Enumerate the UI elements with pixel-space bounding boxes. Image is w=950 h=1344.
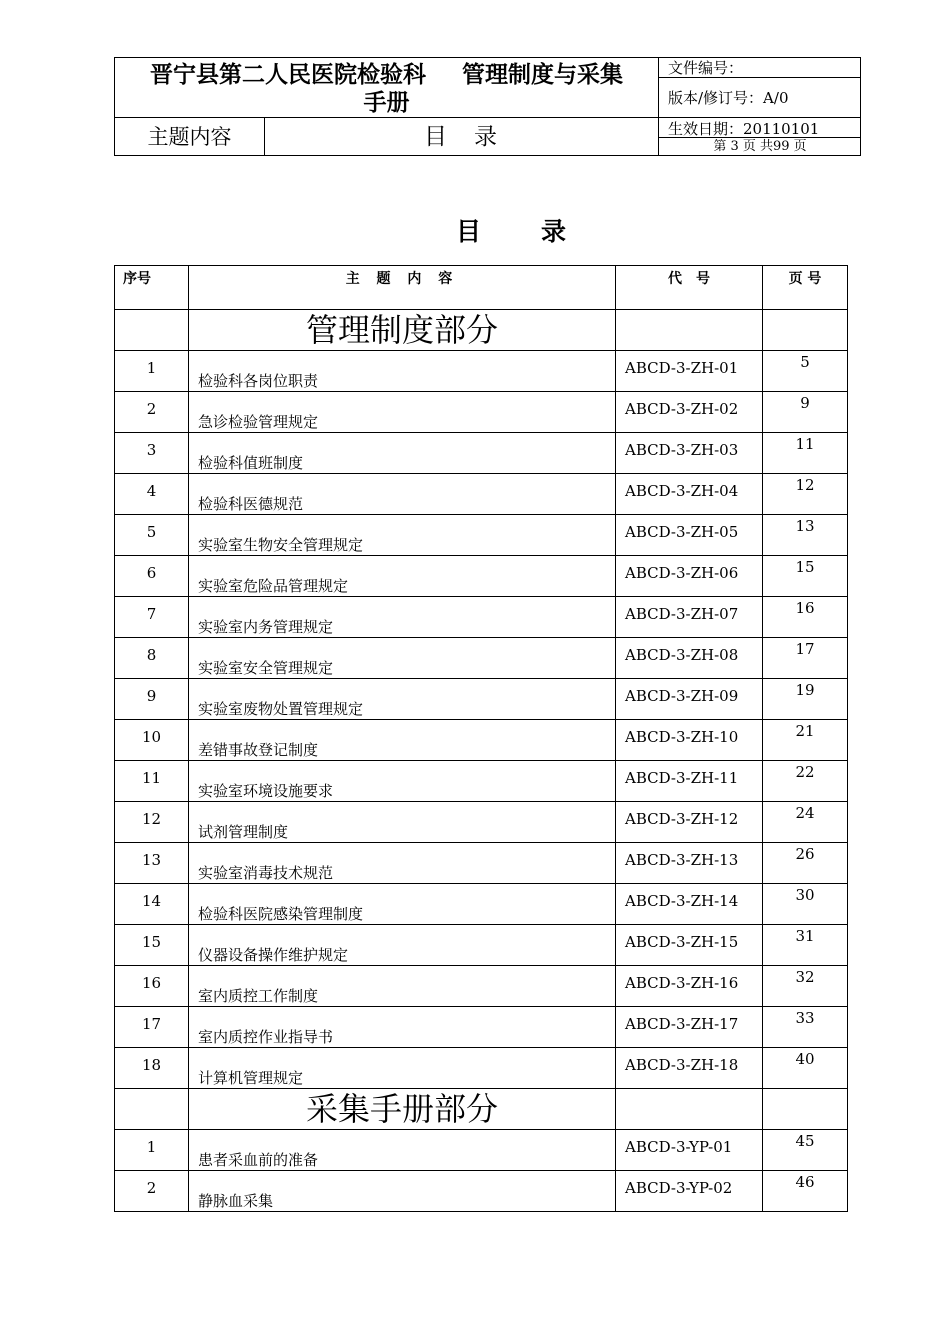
effective-date: 生效日期：20110101 bbox=[659, 118, 861, 138]
row-code: ABCD-3-ZH-03 bbox=[616, 433, 763, 474]
row-code: ABCD-3-ZH-17 bbox=[616, 1007, 763, 1048]
section-title: 管理制度部分 bbox=[189, 310, 616, 351]
row-page: 33 bbox=[763, 1007, 848, 1048]
table-row bbox=[115, 679, 848, 720]
section-row bbox=[115, 310, 848, 351]
header-title-left: 晋宁县第二人民医院检验科 bbox=[150, 62, 426, 88]
empty-cell bbox=[115, 310, 189, 351]
row-code: ABCD-3-ZH-15 bbox=[616, 925, 763, 966]
empty-cell bbox=[115, 1089, 189, 1130]
page-title bbox=[0, 212, 950, 248]
row-number: 12 bbox=[115, 802, 189, 843]
row-code: ABCD-3-ZH-11 bbox=[616, 761, 763, 802]
page-title-right: 录 bbox=[541, 217, 567, 246]
row-code: ABCD-3-ZH-06 bbox=[616, 556, 763, 597]
row-subject: 检验科医德规范 bbox=[189, 474, 616, 515]
header-title-line2: 手册 bbox=[363, 90, 410, 116]
row-code: ABCD-3-ZH-07 bbox=[616, 597, 763, 638]
row-code: ABCD-3-YP-01 bbox=[616, 1130, 763, 1171]
row-number: 1 bbox=[115, 1130, 189, 1171]
row-page: 40 bbox=[763, 1048, 848, 1089]
table-row bbox=[115, 720, 848, 761]
row-page: 16 bbox=[763, 597, 848, 638]
row-number: 17 bbox=[115, 1007, 189, 1048]
row-number: 1 bbox=[115, 351, 189, 392]
toc-header-row bbox=[115, 266, 848, 310]
row-code: ABCD-3-ZH-18 bbox=[616, 1048, 763, 1089]
row-subject: 仪器设备操作维护规定 bbox=[189, 925, 616, 966]
row-code: ABCD-3-ZH-13 bbox=[616, 843, 763, 884]
row-subject: 急诊检验管理规定 bbox=[189, 392, 616, 433]
row-number: 2 bbox=[115, 392, 189, 433]
section-title: 采集手册部分 bbox=[189, 1089, 616, 1130]
header-title-right: 管理制度与采集 bbox=[462, 62, 623, 88]
row-code: ABCD-3-ZH-02 bbox=[616, 392, 763, 433]
document-header bbox=[114, 57, 861, 156]
row-subject: 实验室废物处置管理规定 bbox=[189, 679, 616, 720]
page-info: 第 3 页 共99 页 bbox=[713, 139, 807, 154]
header-title bbox=[115, 58, 659, 118]
row-subject: 试剂管理制度 bbox=[189, 802, 616, 843]
row-code: ABCD-3-ZH-08 bbox=[616, 638, 763, 679]
table-row bbox=[115, 966, 848, 1007]
header-no: 序号 bbox=[115, 266, 189, 310]
table-row bbox=[115, 1171, 848, 1212]
table-row bbox=[115, 392, 848, 433]
table-row bbox=[115, 925, 848, 966]
row-number: 14 bbox=[115, 884, 189, 925]
row-number: 18 bbox=[115, 1048, 189, 1089]
header-code: 代 号 bbox=[616, 266, 763, 310]
file-number: 文件编号： bbox=[659, 58, 861, 78]
empty-cell bbox=[616, 1089, 763, 1130]
table-row bbox=[115, 761, 848, 802]
row-number: 13 bbox=[115, 843, 189, 884]
row-code: ABCD-3-ZH-10 bbox=[616, 720, 763, 761]
row-page: 13 bbox=[763, 515, 848, 556]
table-row bbox=[115, 515, 848, 556]
row-page: 26 bbox=[763, 843, 848, 884]
row-page: 19 bbox=[763, 679, 848, 720]
subject-label: 主题内容 bbox=[115, 118, 265, 156]
row-page: 31 bbox=[763, 925, 848, 966]
row-page: 5 bbox=[763, 351, 848, 392]
toc-table bbox=[114, 265, 848, 1212]
row-page: 12 bbox=[763, 474, 848, 515]
row-page: 24 bbox=[763, 802, 848, 843]
header-page: 页 号 bbox=[763, 266, 848, 310]
row-page: 9 bbox=[763, 392, 848, 433]
row-page: 45 bbox=[763, 1130, 848, 1171]
row-number: 8 bbox=[115, 638, 189, 679]
row-subject: 实验室安全管理规定 bbox=[189, 638, 616, 679]
row-subject: 患者采血前的准备 bbox=[189, 1130, 616, 1171]
row-code: ABCD-3-ZH-01 bbox=[616, 351, 763, 392]
toc-body bbox=[115, 310, 848, 1212]
table-row bbox=[115, 433, 848, 474]
row-code: ABCD-3-ZH-09 bbox=[616, 679, 763, 720]
table-row bbox=[115, 1130, 848, 1171]
row-page: 15 bbox=[763, 556, 848, 597]
row-number: 7 bbox=[115, 597, 189, 638]
row-page: 30 bbox=[763, 884, 848, 925]
row-page: 22 bbox=[763, 761, 848, 802]
empty-cell bbox=[616, 310, 763, 351]
row-subject: 计算机管理规定 bbox=[189, 1048, 616, 1089]
row-code: ABCD-3-ZH-14 bbox=[616, 884, 763, 925]
row-number: 10 bbox=[115, 720, 189, 761]
empty-cell bbox=[763, 310, 848, 351]
row-page: 32 bbox=[763, 966, 848, 1007]
row-code: ABCD-3-ZH-05 bbox=[616, 515, 763, 556]
row-number: 15 bbox=[115, 925, 189, 966]
row-number: 11 bbox=[115, 761, 189, 802]
empty-cell bbox=[763, 1089, 848, 1130]
table-row bbox=[115, 802, 848, 843]
version-number: 版本/修订号：A/0 bbox=[659, 78, 861, 118]
row-page: 21 bbox=[763, 720, 848, 761]
row-code: ABCD-3-ZH-12 bbox=[616, 802, 763, 843]
row-page: 17 bbox=[763, 638, 848, 679]
row-code: ABCD-3-ZH-16 bbox=[616, 966, 763, 1007]
table-row bbox=[115, 351, 848, 392]
row-number: 5 bbox=[115, 515, 189, 556]
row-page: 11 bbox=[763, 433, 848, 474]
row-subject: 检验科医院感染管理制度 bbox=[189, 884, 616, 925]
row-code: ABCD-3-ZH-04 bbox=[616, 474, 763, 515]
row-subject: 实验室内务管理规定 bbox=[189, 597, 616, 638]
row-subject: 差错事故登记制度 bbox=[189, 720, 616, 761]
table-row bbox=[115, 884, 848, 925]
header-subject: 主 题 内 容 bbox=[189, 266, 616, 310]
table-row bbox=[115, 1048, 848, 1089]
table-row bbox=[115, 843, 848, 884]
table-row bbox=[115, 474, 848, 515]
row-subject: 实验室生物安全管理规定 bbox=[189, 515, 616, 556]
row-subject: 实验室消毒技术规范 bbox=[189, 843, 616, 884]
row-number: 9 bbox=[115, 679, 189, 720]
row-number: 3 bbox=[115, 433, 189, 474]
row-subject: 实验室环境设施要求 bbox=[189, 761, 616, 802]
row-subject: 静脉血采集 bbox=[189, 1171, 616, 1212]
row-number: 16 bbox=[115, 966, 189, 1007]
section-row bbox=[115, 1089, 848, 1130]
row-subject: 实验室危险品管理规定 bbox=[189, 556, 616, 597]
table-row bbox=[115, 1007, 848, 1048]
row-number: 2 bbox=[115, 1171, 189, 1212]
subject-value: 目 录 bbox=[265, 118, 659, 156]
row-subject: 室内质控作业指导书 bbox=[189, 1007, 616, 1048]
row-subject: 室内质控工作制度 bbox=[189, 966, 616, 1007]
table-row bbox=[115, 638, 848, 679]
table-row bbox=[115, 597, 848, 638]
row-number: 4 bbox=[115, 474, 189, 515]
row-number: 6 bbox=[115, 556, 189, 597]
row-page: 46 bbox=[763, 1171, 848, 1212]
table-row bbox=[115, 556, 848, 597]
row-code: ABCD-3-YP-02 bbox=[616, 1171, 763, 1212]
page-title-left: 目 bbox=[455, 217, 481, 246]
row-subject: 检验科各岗位职责 bbox=[189, 351, 616, 392]
row-subject: 检验科值班制度 bbox=[189, 433, 616, 474]
